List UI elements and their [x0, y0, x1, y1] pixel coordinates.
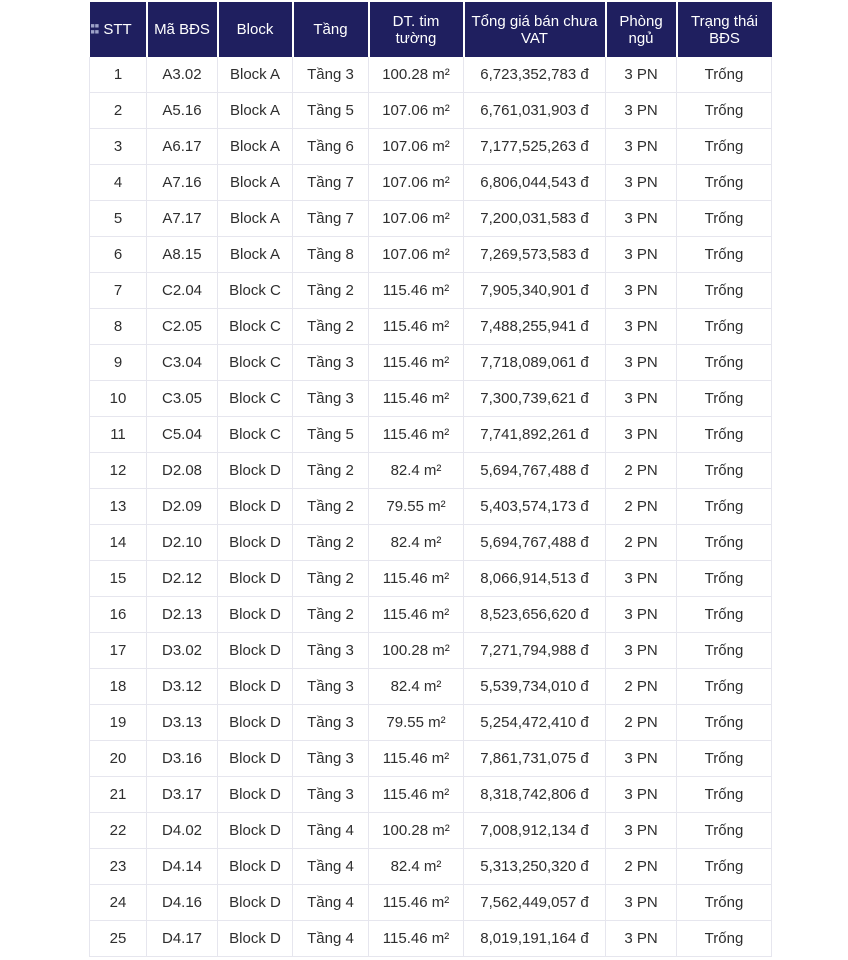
table-row [90, 93, 772, 129]
column-header-area: DT. tim tường [369, 2, 464, 57]
cell-bedrooms: 3 PN [606, 345, 677, 381]
cell-status: Trống [677, 57, 772, 93]
cell-status: Trống [677, 309, 772, 345]
cell-block: Block D [218, 525, 293, 561]
cell-stt: 8 [90, 309, 147, 345]
cell-stt: 2 [90, 93, 147, 129]
cell-status: Trống [677, 705, 772, 741]
cell-code: A7.17 [147, 201, 218, 237]
table-row [90, 489, 772, 525]
cell-status: Trống [677, 273, 772, 309]
table-row [90, 237, 772, 273]
cell-status: Trống [677, 777, 772, 813]
cell-stt: 5 [90, 201, 147, 237]
cell-code: D4.14 [147, 849, 218, 885]
cell-floor: Tầng 4 [293, 921, 369, 957]
cell-floor: Tầng 4 [293, 885, 369, 921]
cell-price: 6,761,031,903 đ [464, 93, 606, 129]
cell-stt: 23 [90, 849, 147, 885]
table-row [90, 201, 772, 237]
cell-area: 107.06 m² [369, 237, 464, 273]
cell-code: A7.16 [147, 165, 218, 201]
cell-bedrooms: 3 PN [606, 165, 677, 201]
column-header-floor: Tầng [293, 2, 369, 57]
cell-floor: Tầng 2 [293, 309, 369, 345]
cell-block: Block A [218, 129, 293, 165]
table-row [90, 813, 772, 849]
cell-price: 8,066,914,513 đ [464, 561, 606, 597]
cell-bedrooms: 2 PN [606, 705, 677, 741]
table-row [90, 417, 772, 453]
cell-bedrooms: 3 PN [606, 597, 677, 633]
column-header-block: Block [218, 2, 293, 57]
property-listing-table-wrapper [89, 2, 771, 957]
cell-area: 82.4 m² [369, 669, 464, 705]
cell-status: Trống [677, 201, 772, 237]
cell-bedrooms: 3 PN [606, 885, 677, 921]
cell-area: 107.06 m² [369, 165, 464, 201]
cell-area: 82.4 m² [369, 453, 464, 489]
cell-area: 115.46 m² [369, 885, 464, 921]
cell-status: Trống [677, 381, 772, 417]
cell-bedrooms: 3 PN [606, 561, 677, 597]
cell-area: 107.06 m² [369, 201, 464, 237]
cell-bedrooms: 2 PN [606, 525, 677, 561]
cell-area: 115.46 m² [369, 561, 464, 597]
column-header-stt [90, 2, 147, 57]
cell-floor: Tầng 3 [293, 345, 369, 381]
table-row [90, 345, 772, 381]
cell-floor: Tầng 2 [293, 453, 369, 489]
cell-floor: Tầng 3 [293, 633, 369, 669]
cell-floor: Tầng 5 [293, 417, 369, 453]
cell-floor: Tầng 4 [293, 849, 369, 885]
table-row [90, 453, 772, 489]
cell-status: Trống [677, 921, 772, 957]
cell-bedrooms: 2 PN [606, 489, 677, 525]
cell-area: 100.28 m² [369, 813, 464, 849]
cell-code: C2.05 [147, 309, 218, 345]
cell-stt: 9 [90, 345, 147, 381]
cell-area: 115.46 m² [369, 777, 464, 813]
cell-status: Trống [677, 453, 772, 489]
cell-block: Block D [218, 885, 293, 921]
table-row [90, 597, 772, 633]
cell-stt: 20 [90, 741, 147, 777]
cell-block: Block A [218, 93, 293, 129]
cell-bedrooms: 2 PN [606, 453, 677, 489]
cell-block: Block D [218, 777, 293, 813]
cell-floor: Tầng 8 [293, 237, 369, 273]
cell-code: D3.17 [147, 777, 218, 813]
cell-price: 6,723,352,783 đ [464, 57, 606, 93]
cell-bedrooms: 3 PN [606, 381, 677, 417]
cell-floor: Tầng 2 [293, 597, 369, 633]
cell-block: Block D [218, 633, 293, 669]
cell-code: D2.12 [147, 561, 218, 597]
cell-stt: 17 [90, 633, 147, 669]
cell-code: C3.05 [147, 381, 218, 417]
table-row [90, 129, 772, 165]
table-row [90, 57, 772, 93]
cell-stt: 3 [90, 129, 147, 165]
cell-status: Trống [677, 597, 772, 633]
cell-stt: 13 [90, 489, 147, 525]
cell-status: Trống [677, 417, 772, 453]
cell-area: 82.4 m² [369, 525, 464, 561]
table-body [90, 57, 772, 957]
cell-area: 115.46 m² [369, 921, 464, 957]
cell-stt: 4 [90, 165, 147, 201]
header-row [90, 2, 772, 57]
cell-floor: Tầng 7 [293, 201, 369, 237]
cell-code: A8.15 [147, 237, 218, 273]
cell-area: 107.06 m² [369, 129, 464, 165]
cell-floor: Tầng 2 [293, 273, 369, 309]
cell-stt: 10 [90, 381, 147, 417]
table-row [90, 633, 772, 669]
cell-area: 79.55 m² [369, 489, 464, 525]
column-header-status: Trạng thái BĐS [677, 2, 772, 57]
cell-code: D2.13 [147, 597, 218, 633]
cell-floor: Tầng 4 [293, 813, 369, 849]
cell-block: Block C [218, 381, 293, 417]
cell-status: Trống [677, 525, 772, 561]
cell-status: Trống [677, 561, 772, 597]
cell-block: Block D [218, 597, 293, 633]
cell-floor: Tầng 2 [293, 525, 369, 561]
cell-code: D2.10 [147, 525, 218, 561]
cell-stt: 16 [90, 597, 147, 633]
cell-block: Block A [218, 165, 293, 201]
cell-floor: Tầng 5 [293, 93, 369, 129]
cell-price: 7,562,449,057 đ [464, 885, 606, 921]
cell-floor: Tầng 3 [293, 777, 369, 813]
cell-price: 7,718,089,061 đ [464, 345, 606, 381]
cell-block: Block C [218, 273, 293, 309]
cell-price: 6,806,044,543 đ [464, 165, 606, 201]
cell-bedrooms: 3 PN [606, 741, 677, 777]
cell-status: Trống [677, 129, 772, 165]
cell-stt: 18 [90, 669, 147, 705]
cell-status: Trống [677, 165, 772, 201]
cell-price: 7,905,340,901 đ [464, 273, 606, 309]
cell-status: Trống [677, 849, 772, 885]
cell-block: Block A [218, 201, 293, 237]
cell-status: Trống [677, 345, 772, 381]
cell-status: Trống [677, 669, 772, 705]
cell-bedrooms: 3 PN [606, 201, 677, 237]
table-row [90, 165, 772, 201]
cell-price: 7,271,794,988 đ [464, 633, 606, 669]
cell-floor: Tầng 3 [293, 741, 369, 777]
table-row [90, 885, 772, 921]
cell-stt: 19 [90, 705, 147, 741]
cell-block: Block C [218, 345, 293, 381]
cell-status: Trống [677, 813, 772, 849]
cell-bedrooms: 3 PN [606, 237, 677, 273]
cell-area: 107.06 m² [369, 93, 464, 129]
cell-price: 7,300,739,621 đ [464, 381, 606, 417]
cell-price: 7,200,031,583 đ [464, 201, 606, 237]
cell-stt: 21 [90, 777, 147, 813]
cell-code: A5.16 [147, 93, 218, 129]
cell-status: Trống [677, 741, 772, 777]
cell-block: Block D [218, 561, 293, 597]
table-row [90, 381, 772, 417]
cell-area: 100.28 m² [369, 57, 464, 93]
cell-price: 8,523,656,620 đ [464, 597, 606, 633]
cell-floor: Tầng 2 [293, 561, 369, 597]
cell-block: Block D [218, 741, 293, 777]
table-row [90, 705, 772, 741]
cell-price: 5,694,767,488 đ [464, 525, 606, 561]
cell-area: 115.46 m² [369, 597, 464, 633]
cell-code: A6.17 [147, 129, 218, 165]
cell-block: Block C [218, 417, 293, 453]
column-header-code: Mã BĐS [147, 2, 218, 57]
cell-bedrooms: 3 PN [606, 813, 677, 849]
cell-code: D2.09 [147, 489, 218, 525]
cell-area: 115.46 m² [369, 273, 464, 309]
cell-floor: Tầng 3 [293, 705, 369, 741]
cell-stt: 11 [90, 417, 147, 453]
cell-stt: 15 [90, 561, 147, 597]
cell-stt: 12 [90, 453, 147, 489]
cell-floor: Tầng 7 [293, 165, 369, 201]
cell-area: 115.46 m² [369, 417, 464, 453]
cell-area: 115.46 m² [369, 381, 464, 417]
column-header-price: Tổng giá bán chưa VAT [464, 2, 606, 57]
cell-floor: Tầng 3 [293, 57, 369, 93]
cell-stt: 24 [90, 885, 147, 921]
cell-code: C3.04 [147, 345, 218, 381]
cell-status: Trống [677, 633, 772, 669]
cell-status: Trống [677, 237, 772, 273]
cell-price: 5,539,734,010 đ [464, 669, 606, 705]
cell-price: 5,403,574,173 đ [464, 489, 606, 525]
table-row [90, 525, 772, 561]
cell-bedrooms: 3 PN [606, 93, 677, 129]
cell-floor: Tầng 3 [293, 381, 369, 417]
cell-code: A3.02 [147, 57, 218, 93]
cell-block: Block D [218, 489, 293, 525]
cell-code: D4.17 [147, 921, 218, 957]
cell-bedrooms: 3 PN [606, 633, 677, 669]
cell-price: 7,008,912,134 đ [464, 813, 606, 849]
cell-status: Trống [677, 489, 772, 525]
table-row [90, 777, 772, 813]
cell-status: Trống [677, 885, 772, 921]
cell-price: 5,694,767,488 đ [464, 453, 606, 489]
table-row [90, 921, 772, 957]
cell-floor: Tầng 6 [293, 129, 369, 165]
cell-bedrooms: 3 PN [606, 921, 677, 957]
watermark-logo: ■■ ■■ [90, 23, 99, 36]
table-header [90, 2, 772, 57]
cell-block: Block D [218, 453, 293, 489]
cell-code: D3.12 [147, 669, 218, 705]
cell-stt: 22 [90, 813, 147, 849]
cell-area: 115.46 m² [369, 741, 464, 777]
cell-block: Block A [218, 57, 293, 93]
cell-bedrooms: 3 PN [606, 57, 677, 93]
table-row [90, 849, 772, 885]
cell-bedrooms: 3 PN [606, 273, 677, 309]
cell-area: 79.55 m² [369, 705, 464, 741]
cell-stt: 1 [90, 57, 147, 93]
cell-block: Block D [218, 921, 293, 957]
cell-price: 8,318,742,806 đ [464, 777, 606, 813]
cell-block: Block D [218, 849, 293, 885]
table-row [90, 309, 772, 345]
cell-bedrooms: 2 PN [606, 669, 677, 705]
cell-code: C2.04 [147, 273, 218, 309]
cell-price: 5,313,250,320 đ [464, 849, 606, 885]
cell-price: 7,488,255,941 đ [464, 309, 606, 345]
cell-price: 5,254,472,410 đ [464, 705, 606, 741]
cell-stt: 6 [90, 237, 147, 273]
cell-area: 115.46 m² [369, 345, 464, 381]
cell-bedrooms: 2 PN [606, 849, 677, 885]
table-row [90, 273, 772, 309]
cell-code: D3.16 [147, 741, 218, 777]
cell-stt: 7 [90, 273, 147, 309]
cell-code: D4.02 [147, 813, 218, 849]
table-row [90, 669, 772, 705]
cell-code: D3.02 [147, 633, 218, 669]
cell-price: 7,741,892,261 đ [464, 417, 606, 453]
cell-block: Block D [218, 705, 293, 741]
table-row [90, 561, 772, 597]
cell-block: Block C [218, 309, 293, 345]
cell-area: 82.4 m² [369, 849, 464, 885]
cell-price: 7,177,525,263 đ [464, 129, 606, 165]
property-listing-table [89, 2, 772, 957]
cell-stt: 14 [90, 525, 147, 561]
cell-bedrooms: 3 PN [606, 417, 677, 453]
cell-code: C5.04 [147, 417, 218, 453]
cell-stt: 25 [90, 921, 147, 957]
column-header-bedrooms: Phòng ngủ [606, 2, 677, 57]
cell-block: Block D [218, 813, 293, 849]
cell-code: D2.08 [147, 453, 218, 489]
cell-block: Block A [218, 237, 293, 273]
cell-code: D3.13 [147, 705, 218, 741]
cell-floor: Tầng 3 [293, 669, 369, 705]
cell-bedrooms: 3 PN [606, 129, 677, 165]
cell-floor: Tầng 2 [293, 489, 369, 525]
cell-block: Block D [218, 669, 293, 705]
cell-price: 8,019,191,164 đ [464, 921, 606, 957]
cell-bedrooms: 3 PN [606, 777, 677, 813]
cell-code: D4.16 [147, 885, 218, 921]
table-row [90, 741, 772, 777]
cell-bedrooms: 3 PN [606, 309, 677, 345]
cell-area: 115.46 m² [369, 309, 464, 345]
cell-price: 7,861,731,075 đ [464, 741, 606, 777]
column-header-label: STT [103, 21, 132, 38]
cell-price: 7,269,573,583 đ [464, 237, 606, 273]
cell-status: Trống [677, 93, 772, 129]
cell-area: 100.28 m² [369, 633, 464, 669]
